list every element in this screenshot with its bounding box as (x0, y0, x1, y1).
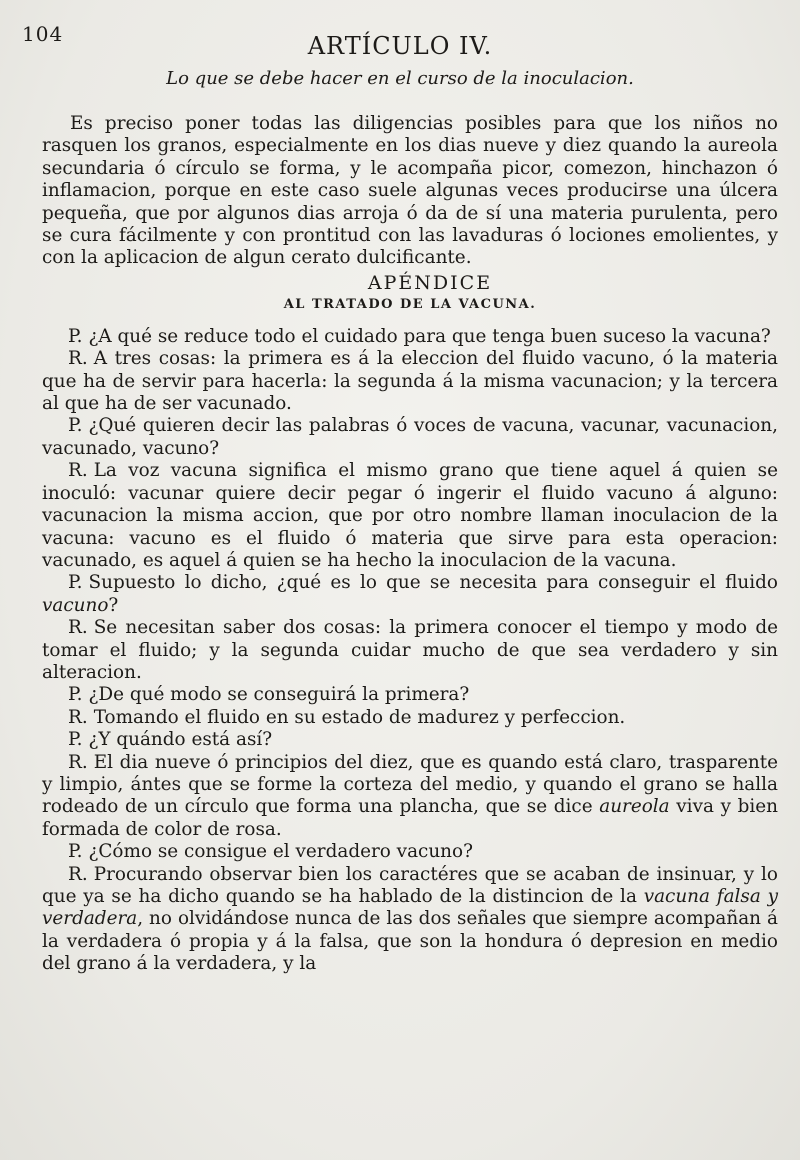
qa-italic-term: vacuno (42, 594, 109, 616)
qa-text: ? (108, 594, 119, 616)
qa-section (42, 326, 778, 976)
qa-text: ¿A qué se reduce todo el cuidado para que tenga buen suceso la vacuna? (88, 325, 771, 347)
qa-text: , no olvidándose nunca de las dos señales que siempre acompañan á la verdadera ó propia y á la falsa, que son la hondura ó depresion en medio del grano á la verdadera, y la (42, 908, 778, 975)
qa-item (42, 415, 778, 460)
qa-label: P. (68, 415, 83, 437)
qa-label: P. (68, 684, 83, 706)
intro-paragraph: Es preciso poner todas las diligencias posibles para que los niños no rasquen los granos, especialmente en los dias nueve y diez quando la aureola secundaria ó círculo se forma, y le acompaña picor, comezon, hinchazon ó inflamacion, porque en este caso suele algunas veces producirse una úlcera pequeña, que por algunos dias arroja ó da de sí una materia purulenta, pero se cura fácilmente y con prontitud con las lavaduras ó lociones emolientes, y con la aplicacion de algun cerato dulcificante. (42, 113, 778, 269)
qa-label: R. (68, 863, 88, 885)
appendix-title: APÉNDICE (367, 271, 493, 294)
article-title: ARTÍCULO IV. (307, 32, 493, 60)
qa-text: Tomando el fluido en su estado de madurez y perfeccion. (93, 706, 626, 728)
qa-label: P. (68, 325, 83, 347)
qa-item (42, 460, 778, 572)
qa-item (42, 684, 778, 706)
qa-text: ¿Y quándo está así? (88, 729, 273, 751)
qa-label: P. (68, 729, 83, 751)
qa-text: Se necesitan saber dos cosas: la primera conocer el tiempo y modo de tomar el fluido; y la segunda cuidar mucho de que sea verdadero y sin alteracion. (42, 617, 778, 683)
qa-item (42, 572, 778, 617)
qa-text: La voz vacuna significa el mismo grano que tiene aquel á quien se inoculó: vacunar quiere decir pegar ó ingerir el fluido vacuno á alguno: vacunacion la misma accion, que por otro nombre llaman inoculacion de la vacuna: vacuno es el fluido ó materia que sirve para esta operacion: vacunado, es aquel á quien se ha hecho la inoculacion de la vacuna. (42, 460, 778, 571)
qa-item (42, 752, 778, 842)
qa-italic-term: vacuna falsa y verdadera (42, 886, 778, 930)
qa-item (42, 326, 778, 348)
qa-label: P. (68, 572, 83, 594)
qa-text: A tres cosas: la primera es á la eleccion del fluido vacuno, ó la materia que ha de servir para hacerla: la segunda á la misma vacunacion; y la tercera al que ha de ser vacunado. (42, 348, 778, 415)
article-subtitle: Lo que se debe hacer en el curso de la inoculacion. (166, 68, 634, 89)
page-number: 104 (22, 22, 64, 46)
qa-item (42, 841, 778, 863)
qa-label: R. (68, 617, 88, 639)
qa-label: P. (68, 841, 83, 863)
qa-item (42, 864, 778, 976)
qa-text: ¿Cómo se consigue el verdadero vacuno? (88, 841, 473, 863)
qa-text: ¿De qué modo se conseguirá la primera? (88, 684, 470, 706)
qa-item (42, 729, 778, 751)
qa-item (42, 707, 778, 729)
qa-item (42, 617, 778, 684)
qa-text: viva y bien formada de color de rosa. (42, 796, 778, 840)
page-body (42, 113, 778, 976)
qa-text: El dia nueve ó principios del diez, que es quando está claro, trasparente y limpio, ántes que se forme la corteza del medio, y quando el grano se halla rodeado de un círculo que forma una plancha, que se dice (42, 751, 778, 818)
qa-italic-term: aureola (599, 796, 670, 818)
appendix-subtitle: AL TRATADO DE LA VACUNA. (283, 296, 537, 312)
qa-item (42, 348, 778, 415)
qa-label: R. (68, 751, 88, 773)
qa-label: R. (68, 460, 88, 482)
qa-text: Supuesto lo dicho, ¿qué es lo que se necesita para conseguir el fluido (88, 572, 778, 594)
qa-label: R. (68, 706, 88, 728)
qa-label: R. (68, 348, 88, 370)
qa-text: Procurando observar bien los caractéres que se acaban de insinuar, y lo que ya se ha dicho quando se ha hablado de la distincion de la (42, 863, 778, 907)
qa-text: ¿Qué quieren decir las palabras ó voces de vacuna, vacunar, vacunacion, vacunado, vacuno? (42, 415, 778, 459)
